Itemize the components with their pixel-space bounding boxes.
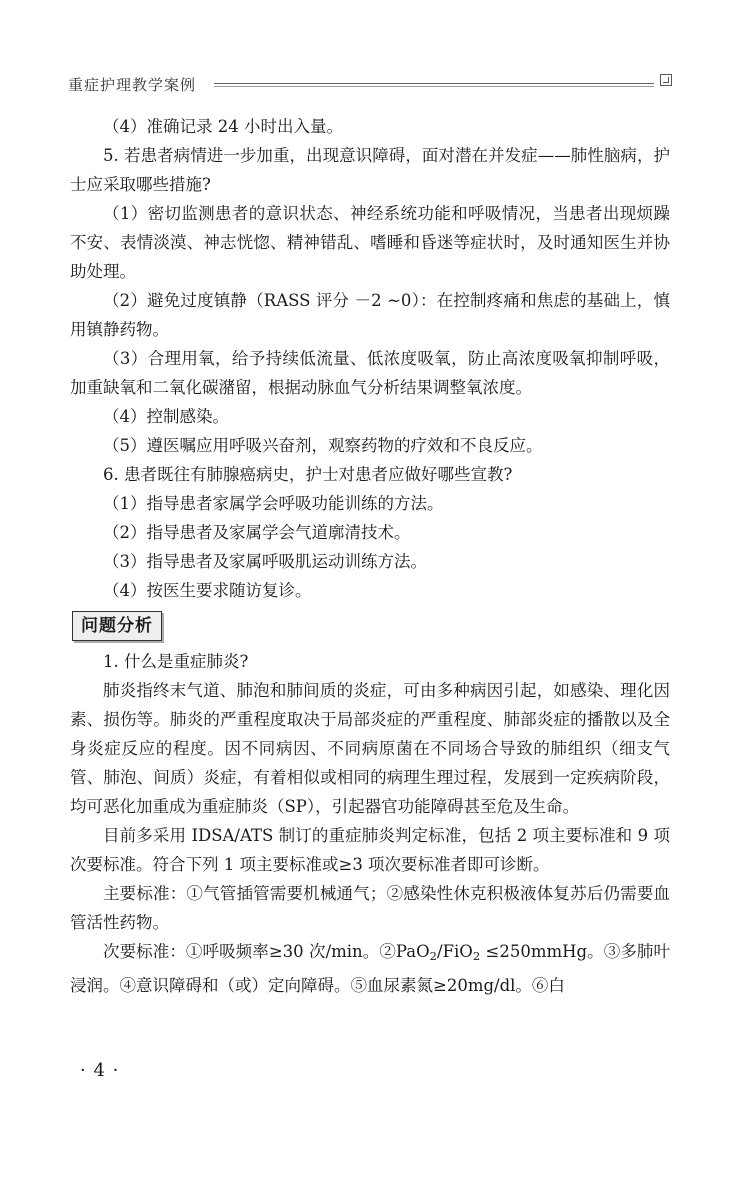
paragraph: （2）避免过度镇静（RASS 评分 －2 ~0）：在控制疼痛和焦虑的基础上，慎用镇静药物。: [70, 291, 670, 339]
minor-criteria-paragraph: [70, 937, 670, 1000]
page-number: · 4 ·: [80, 1060, 120, 1081]
running-header: [68, 72, 672, 96]
paragraph: （4）按医生要求随访复诊。: [103, 581, 312, 600]
paragraph: （3）合理用氧，给予持续低流量、低浓度吸氧，防止高浓度吸氧抑制呼吸，加重缺氧和二氧化碳潴留，根据动脉血气分析结果调整氧浓度。: [70, 349, 670, 397]
question-5: 5. 若患者病情进一步加重，出现意识障碍，面对潜在并发症——肺性脑病，护士应采取哪些措施?: [70, 146, 670, 194]
question-6: 6. 患者既往有肺腺癌病史，护士对患者应做好哪些宣教?: [103, 465, 513, 484]
paragraph: （3）指导患者及家属呼吸肌运动训练方法。: [103, 552, 427, 571]
subscript: 2: [472, 948, 481, 963]
paragraph: （4）控制感染。: [103, 407, 229, 426]
subscript: 2: [429, 948, 438, 963]
paragraph: （4）准确记录 24 小时出入量。: [103, 117, 343, 136]
minor-text-1: 次要标准：①呼吸频率≥30 次/min。②PaO: [103, 942, 430, 961]
paragraph: （1）指导患者家属学会呼吸功能训练的方法。: [103, 494, 444, 513]
page-body: [70, 112, 670, 1000]
corner-mark-icon: [660, 74, 672, 86]
header-title: 重症护理教学案例: [68, 76, 197, 94]
paragraph: （5）遵医嘱应用呼吸兴奋剂，观察药物的疗效和不良反应。: [103, 436, 543, 455]
paragraph: 目前多采用 IDSA/ATS 制订的重症肺炎判定标准，包括 2 项主要标准和 9 项次要标准。符合下列 1 项主要标准或≥3 项次要标准者即可诊断。: [70, 826, 670, 874]
paragraph: 主要标准：①气管插管需要机械通气；②感染性休克积极液体复苏后仍需要血管活性药物。: [70, 884, 670, 932]
paragraph: （2）指导患者及家属学会气道廓清技术。: [103, 523, 411, 542]
section-heading: 问题分析: [72, 611, 162, 641]
minor-text-3: ≤250mmHg。③多肺叶浸润。④意识障碍和（或）定向障碍。⑤血尿素氮≥20mg/dl。⑥白: [70, 942, 670, 995]
paragraph: （1）密切监测患者的意识状态、神经系统功能和呼吸情况，当患者出现烦躁不安、表情淡漠、神志恍惚、精神错乱、嗜睡和昏迷等症状时，及时通知医生并协助处理。: [70, 204, 670, 281]
paragraph: 肺炎指终末气道、肺泡和肺间质的炎症，可由多种病因引起，如感染、理化因素、损伤等。肺炎的严重程度取决于局部炎症的严重程度、肺部炎症的播散以及全身炎症反应的程度。因不同病因、不同病原菌在不同场合导致的肺组织（细支气管、肺泡、间质）炎症，有着相似或相同的病理生理过程，发展到一定疾病阶段，均可恶化加重成为重症肺炎（SP），引起器官功能障碍甚至危及生命。: [70, 681, 670, 816]
header-rule: [214, 83, 654, 87]
question-1: 1. 什么是重症肺炎?: [103, 652, 249, 671]
minor-text-2: /FiO: [437, 942, 473, 961]
